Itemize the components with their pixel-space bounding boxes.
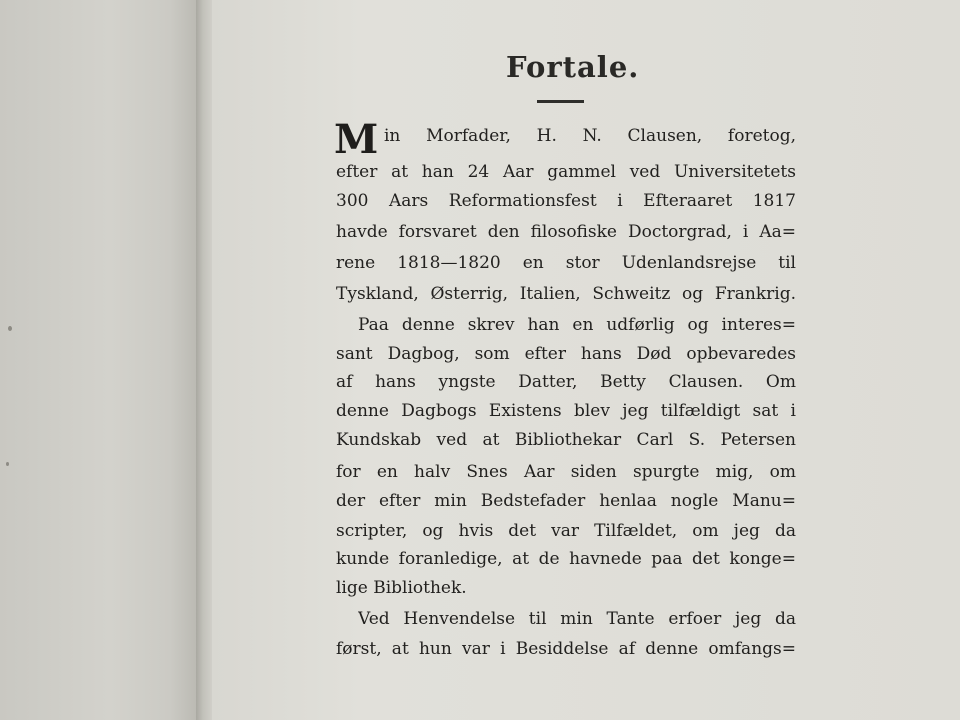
text-line: Kundskab ved at Bibliothekar Carl S. Petersen [336, 430, 796, 450]
drop-cap: M [334, 116, 379, 163]
paper-spot [6, 462, 9, 466]
text-line: rene 1818—1820 en stor Udenlandsrejse til [336, 253, 796, 273]
text-line: af hans yngste Datter, Betty Clausen. Om [336, 372, 796, 392]
text-line: sant Dagbog, som efter hans Død opbevaredes [336, 344, 796, 364]
text-line: Ved Henvendelse til min Tante erfoer jeg da [358, 609, 796, 629]
text-line: scripter, og hvis det var Tilfældet, om jeg da [336, 521, 796, 541]
text-line: efter at han 24 Aar gammel ved Universitetets [336, 162, 796, 182]
left-page [0, 0, 200, 720]
title-rule [537, 100, 584, 103]
text-line: lige Bibliothek. [336, 578, 467, 598]
text-line: Tyskland, Østerrig, Italien, Schweitz og Frankrig. [336, 284, 796, 304]
text-line: for en halv Snes Aar siden spurgte mig, om [336, 462, 796, 482]
text-line: Paa denne skrev han en udførlig og interes= [358, 315, 796, 335]
text-line: havde forsvaret den filosofiske Doctorgrad, i Aa= [336, 222, 796, 242]
page-title: Fortale. [506, 50, 640, 84]
paper-spot [8, 326, 12, 331]
text-line: kunde foranledige, at de havnede paa det konge= [336, 549, 796, 569]
text-line: der efter min Bedstefader henlaa nogle Manu= [336, 491, 796, 511]
text-line: først, at hun var i Besiddelse af denne omfangs= [336, 639, 796, 659]
text-line: 300 Aars Reformationsfest i Efteraaret 1817 [336, 191, 796, 211]
text-line: in Morfader, H. N. Clausen, foretog, [384, 126, 796, 146]
text-line: denne Dagbogs Existens blev jeg tilfældigt sat i [336, 401, 796, 421]
